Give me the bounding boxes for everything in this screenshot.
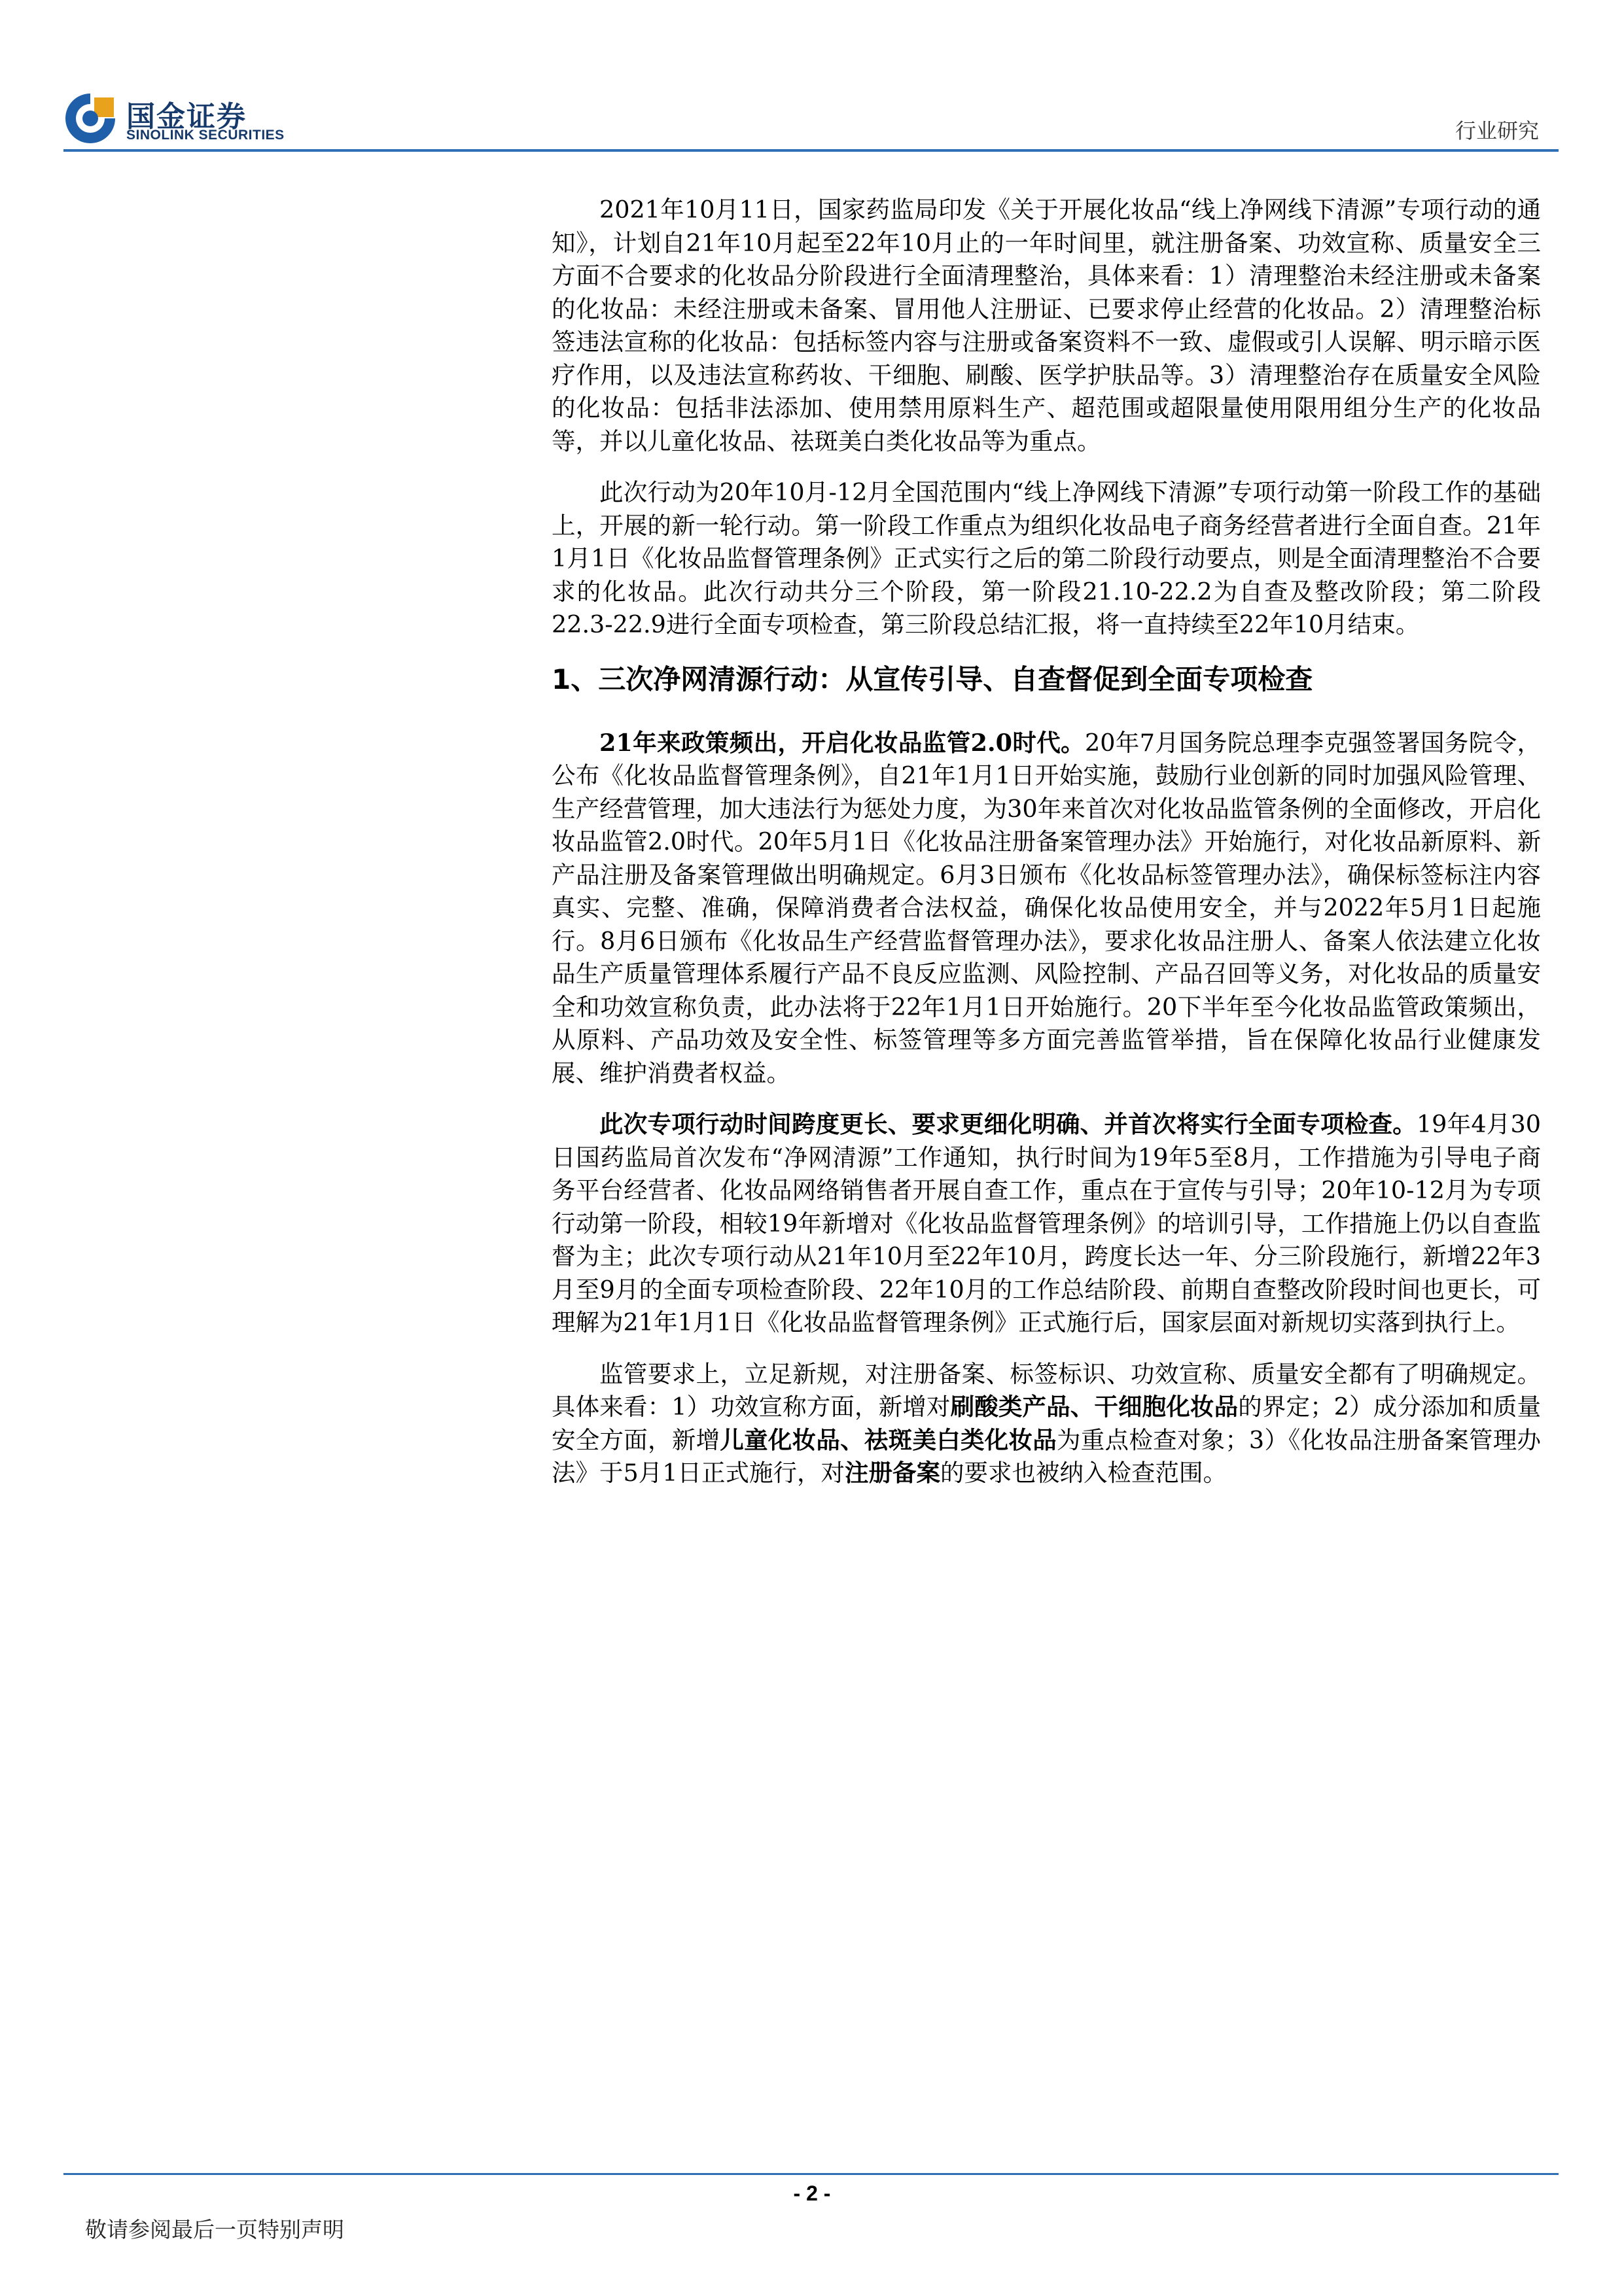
requirements-bold-3: 注册备案	[844, 1459, 940, 1487]
requirements-text-1: 监管要求上，立足新规，对注册备案、标签标识、功效宣称、质量安全都有了明确规定。具体来看：1）功效宣称方面，新增对	[552, 1359, 1541, 1421]
paragraph-policy-text: 20年7月国务院总理李克强签署国务院令，公布《化妆品监督管理条例》，自21年1月1日开始实施，鼓励行业创新的同时加强风险管理、生产经营管理，加大违法行为惩处力度，为30年来首次对化妆品监管条例的全面修改，开启化妆品监管2.0时代。20年5月1日《化妆品注册备案管理办法》开始施行，对化妆品新原料、新产品注册及备案管理做出明确规定。6月3日颁布《化妆品标签管理办法》，确保标签标注内容真实、完整、准确，保障消费者合法权益，确保化妆品使用安全，并与2022年5月1日起施行。8月6日颁布《化妆品生产经营监督管理办法》，要求化妆品注册人、备案人依法建立化妆品生产质量管理体系履行产品不良反应监测、风险控制、产品召回等义务，对化妆品的质量安全和功效宣称负责，此办法将于22年1月1日开始施行。20下半年至今化妆品监管政策频出，从原料、产品功效及安全性、标签管理等多方面完善监管举措，旨在保障化妆品行业健康发展、维护消费者权益。	[552, 728, 1541, 1087]
header-divider	[63, 149, 1559, 152]
paragraph-requirements	[552, 1358, 1541, 1490]
page-number: - 2 -	[793, 2182, 831, 2205]
paragraph-campaign-text: 19年4月30日国药监局首次发布“净网清源”工作通知，执行时间为19年5至8月，工作措施为引导电子商务平台经营者、化妆品网络销售者开展自查工作，重点在于宣传与引导；20年10-12月为专项行动第一阶段，相较19年新增对《化妆品监督管理条例》的培训引导，工作措施上仍以自查监督为主；此次专项行动从21年10月至22年10月，跨度长达一年、分三阶段施行，新增22年3月至9月的全面专项检查阶段、22年10月的工作总结阶段、前期自查整改阶段时间也更长，可理解为21年1月1日《化妆品监督管理条例》正式施行后，国家层面对新规切实落到执行上。	[552, 1110, 1541, 1336]
company-logo	[63, 92, 299, 150]
footer-divider	[63, 2173, 1559, 2175]
paragraph-policy	[552, 727, 1541, 1090]
requirements-text-2: 的界定；2）成分添加和质量安全方面，新增	[552, 1393, 1541, 1454]
paragraph-policy-lead: 21年来政策频出，开启化妆品监管2.0时代。	[599, 728, 1085, 757]
requirements-bold-1: 刷酸类产品、干细胞化妆品	[950, 1393, 1239, 1421]
logo-chinese-name: 国金证券	[126, 100, 247, 133]
report-body	[552, 194, 1541, 1508]
page-header	[0, 0, 1624, 157]
paragraph-notice: 2021年10月11日，国家药监局印发《关于开展化妆品“线上净网线下清源”专项行动的通知》，计划自21年10月起至22年10月止的一年时间里，就注册备案、功效宣称、质量安全三方面不合要求的化妆品分阶段进行全面清理整治，具体来看：1）清理整治未经注册或未备案的化妆品：未经注册或未备案、冒用他人注册证、已要求停止经营的化妆品。2）清理整治标签违法宣称的化妆品：包括标签内容与注册或备案资料不一致、虚假或引人误解、明示暗示医疗作用，以及违法宣称药妆、干细胞、刷酸、医学护肤品等。3）清理整治存在质量安全风险的化妆品：包括非法添加、使用禁用原料生产、超范围或超限量使用限用组分生产的化妆品等，并以儿童化妆品、祛斑美白类化妆品等为重点。	[552, 196, 1541, 455]
paragraph-campaign	[552, 1108, 1541, 1340]
paragraph-campaign-lead: 此次专项行动时间跨度更长、要求更细化明确、并首次将实行全面专项检查。	[599, 1110, 1417, 1138]
logo-english-name: SINOLINK SECURITIES	[126, 128, 285, 143]
requirements-text-4: 的要求也被纳入检查范围。	[940, 1459, 1227, 1487]
requirements-text-3: 为重点检查对象；3）《化妆品注册备案管理办法》于5月1日正式施行，对	[552, 1425, 1541, 1487]
paragraph-action-phases: 此次行动为20年10月-12月全国范围内“线上净网线下清源”专项行动第一阶段工作的基础上，开展的新一轮行动。第一阶段工作重点为组织化妆品电子商务经营者进行全面自查。21年1月1日《化妆品监督管理条例》正式实行之后的第二阶段行动要点，则是全面清理整治不合要求的化妆品。此次行动共分三个阶段，第一阶段21.10-22.2为自查及整改阶段；第二阶段22.3-22.9进行全面专项检查，第三阶段总结汇报，将一直持续至22年10月结束。	[552, 478, 1541, 638]
report-category: 行业研究	[1455, 118, 1539, 143]
requirements-bold-2: 儿童化妆品、祛斑美白类化妆品	[720, 1425, 1057, 1454]
disclaimer-note: 敬请参阅最后一页特别声明	[85, 2217, 344, 2242]
section-heading: 1、三次净网清源行动：从宣传引导、自查督促到全面专项检查	[552, 663, 1313, 695]
sinolink-logo-icon	[63, 92, 117, 145]
